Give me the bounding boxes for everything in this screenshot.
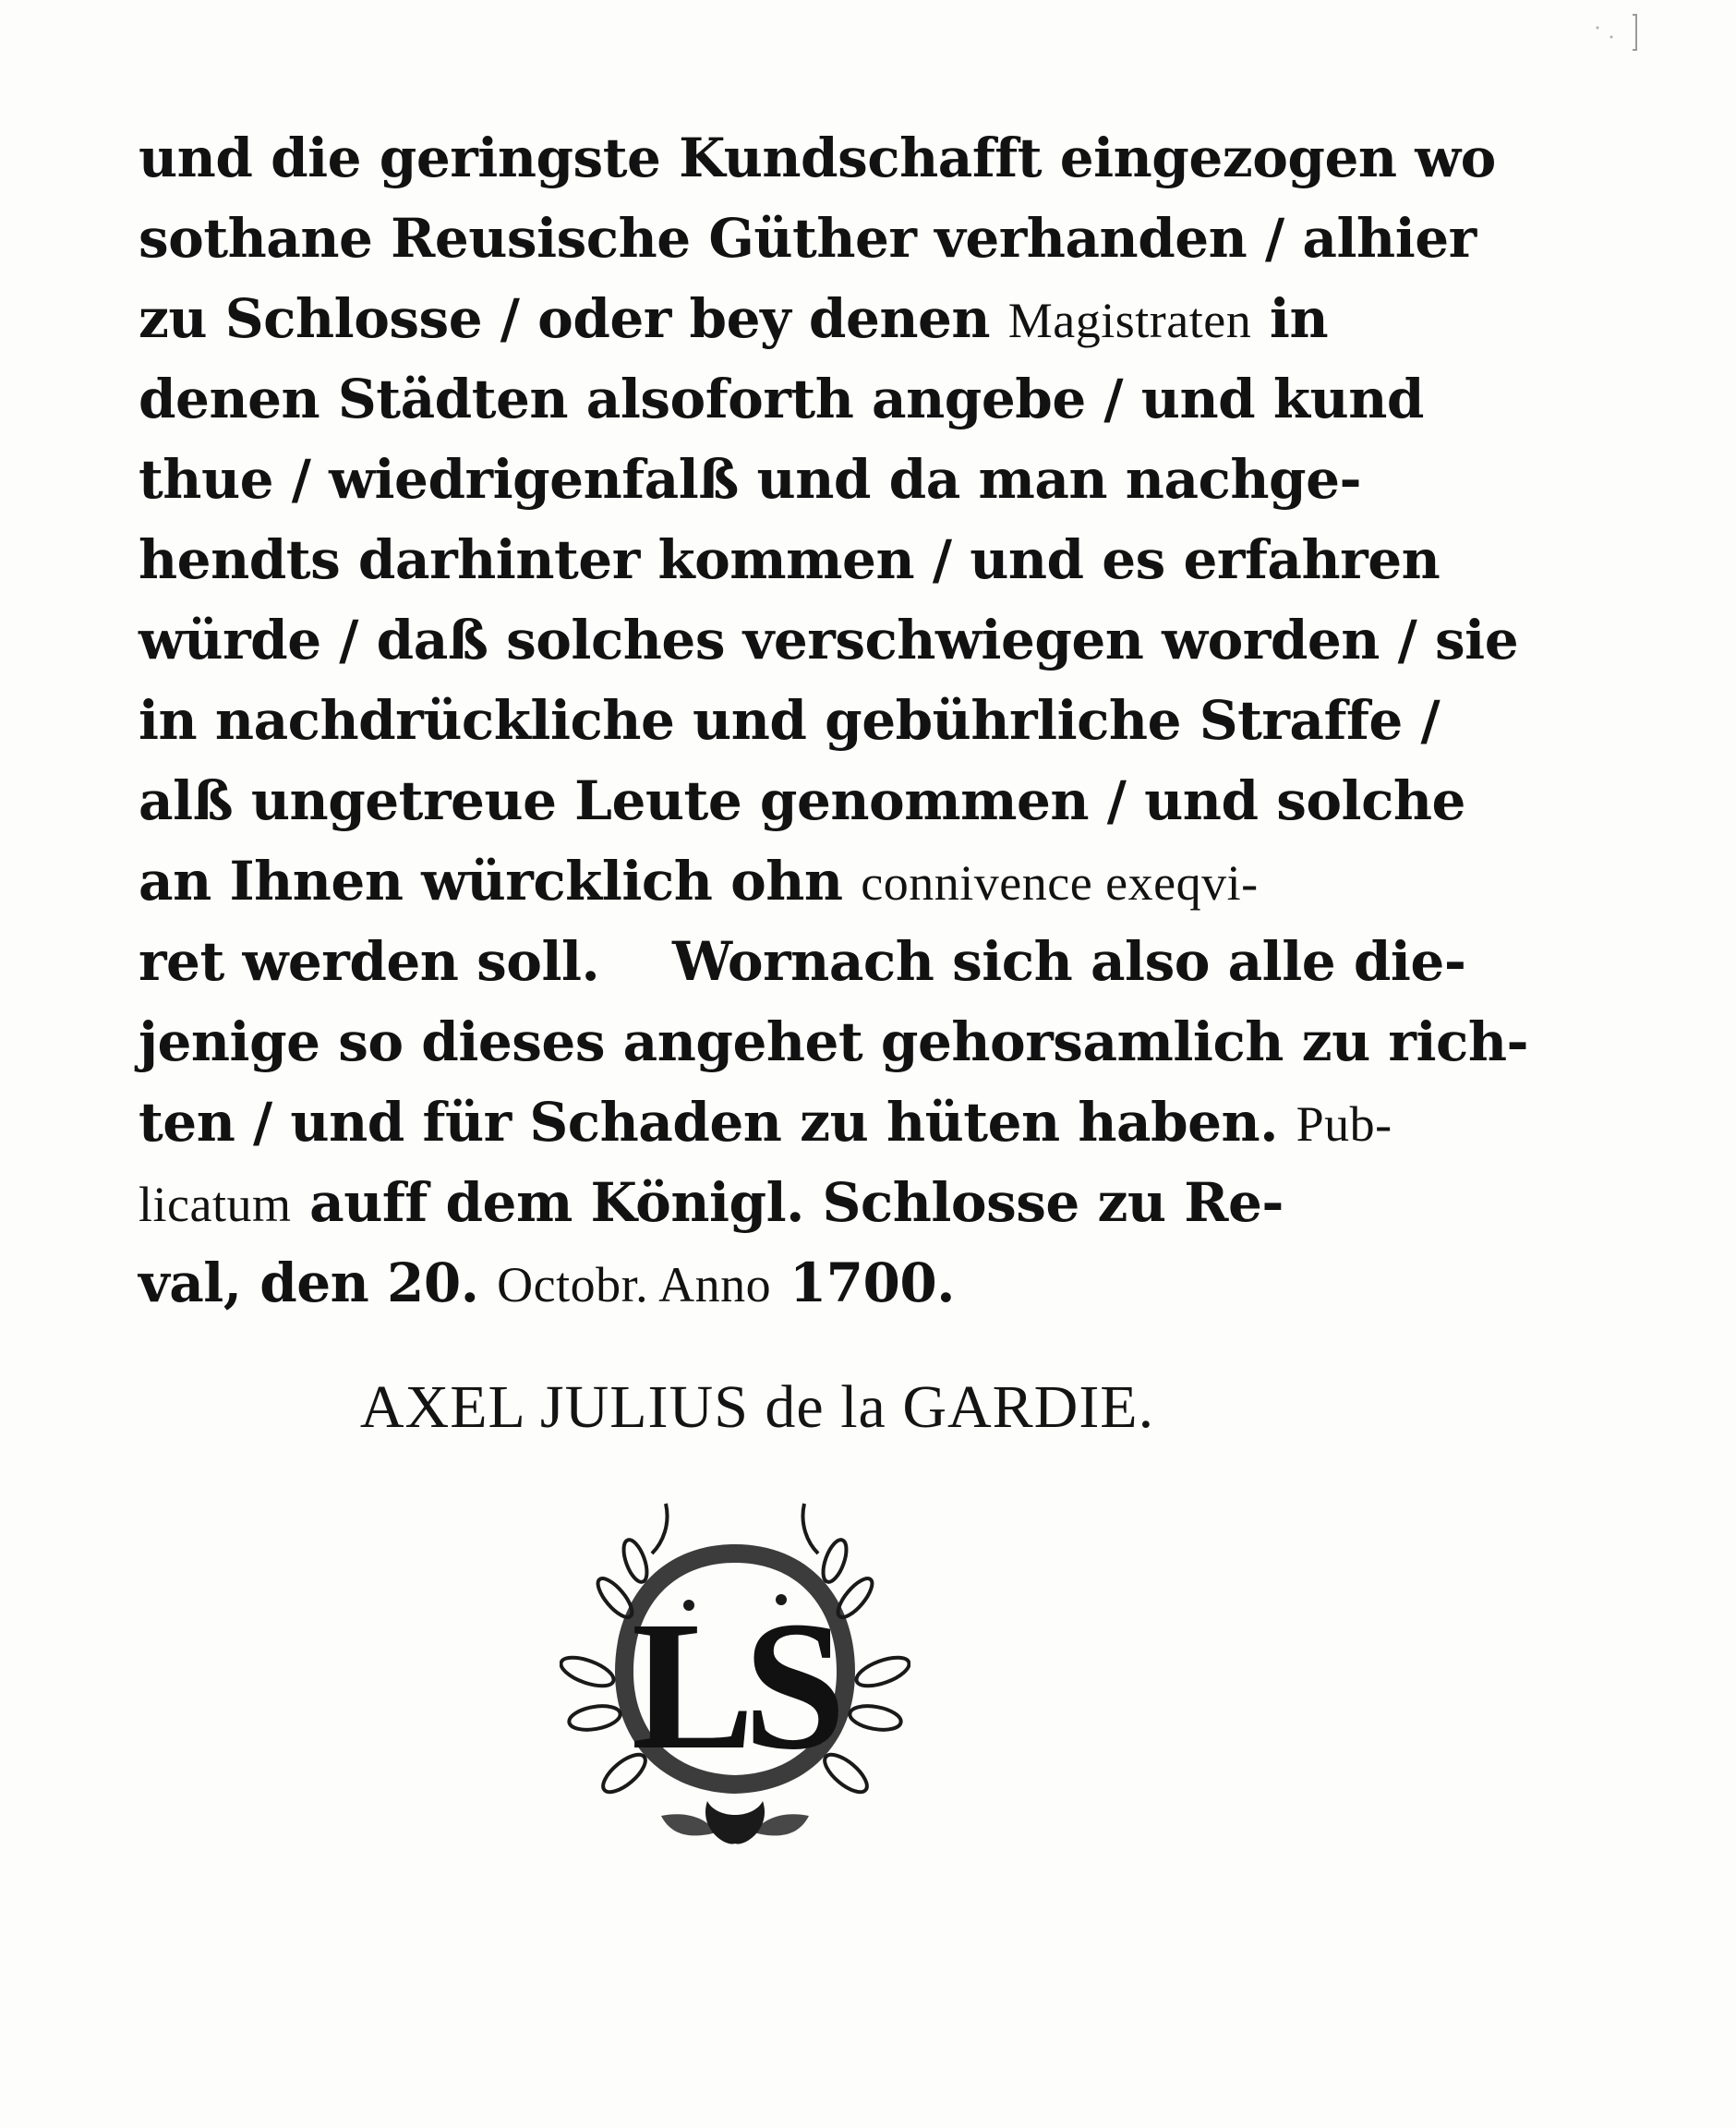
text-line-7 — [139, 600, 1519, 681]
text-line-3 — [139, 279, 1422, 359]
line-segment: jenige so dieses angehet gehorsamlich zu rich- — [139, 1010, 1529, 1073]
text-line-9 — [139, 761, 1465, 841]
text-line-8 — [139, 681, 1441, 761]
line-segment: 1700. — [771, 1251, 955, 1314]
line-segment: an Ihnen würcklich ohn — [139, 850, 862, 913]
line-segment: val, den 20. — [139, 1251, 498, 1314]
line-segment: ten / und für Schaden zu hüten haben. — [139, 1091, 1296, 1154]
line-segment: in — [1251, 287, 1329, 350]
text-line-13 — [139, 1082, 1422, 1163]
line-segment: alß ungetreue Leute genommen / und solche — [139, 769, 1465, 832]
text-line-14 — [139, 1163, 1422, 1243]
latin-term: Pub- — [1296, 1096, 1392, 1152]
line-segment: ret werden soll. Wornach sich also alle die- — [139, 930, 1466, 993]
text-line-1 — [139, 118, 1496, 199]
seal-emblem — [560, 1496, 910, 1856]
latin-term: licatum — [139, 1177, 292, 1232]
corner-mark — [1570, 9, 1653, 55]
line-segment: denen Städten alsoforth angebe / und kund — [139, 368, 1424, 430]
line-segment: in nachdrückliche und gebührliche Straffe / — [139, 689, 1441, 752]
seal-letters: LS — [631, 1584, 836, 1788]
line-segment: und die geringste Kundschafft eingezogen wo — [139, 127, 1496, 189]
line-segment: sothane Reusische Güther verhanden / alhier — [139, 207, 1477, 270]
signature: AXEL JULIUS de la GARDIE. — [359, 1373, 1155, 1441]
body-text — [139, 118, 1529, 1324]
latin-term: Magistraten — [1007, 293, 1252, 348]
text-line-10 — [139, 841, 1422, 922]
text-line-15 — [139, 1243, 1422, 1324]
latin-term: Octobr. Anno — [497, 1257, 772, 1312]
latin-term: connivence exeqvi- — [861, 855, 1259, 911]
line-segment: auff dem Königl. Schlosse zu Re- — [291, 1171, 1284, 1234]
text-line-6 — [139, 520, 1441, 600]
text-line-5 — [139, 440, 1422, 520]
text-line-4 — [139, 359, 1422, 440]
line-segment: hendts darhinter kommen / und es erfahren — [139, 528, 1441, 591]
line-segment: zu Schlosse / oder bey denen — [139, 287, 1008, 350]
line-segment: würde / daß solches verschwiegen worden / sie — [139, 609, 1519, 671]
text-line-12 — [139, 1002, 1529, 1082]
text-line-2 — [139, 199, 1477, 279]
line-segment: thue / wiedrigenfalß und da man nachge- — [139, 448, 1362, 511]
text-line-11 — [139, 922, 1466, 1002]
